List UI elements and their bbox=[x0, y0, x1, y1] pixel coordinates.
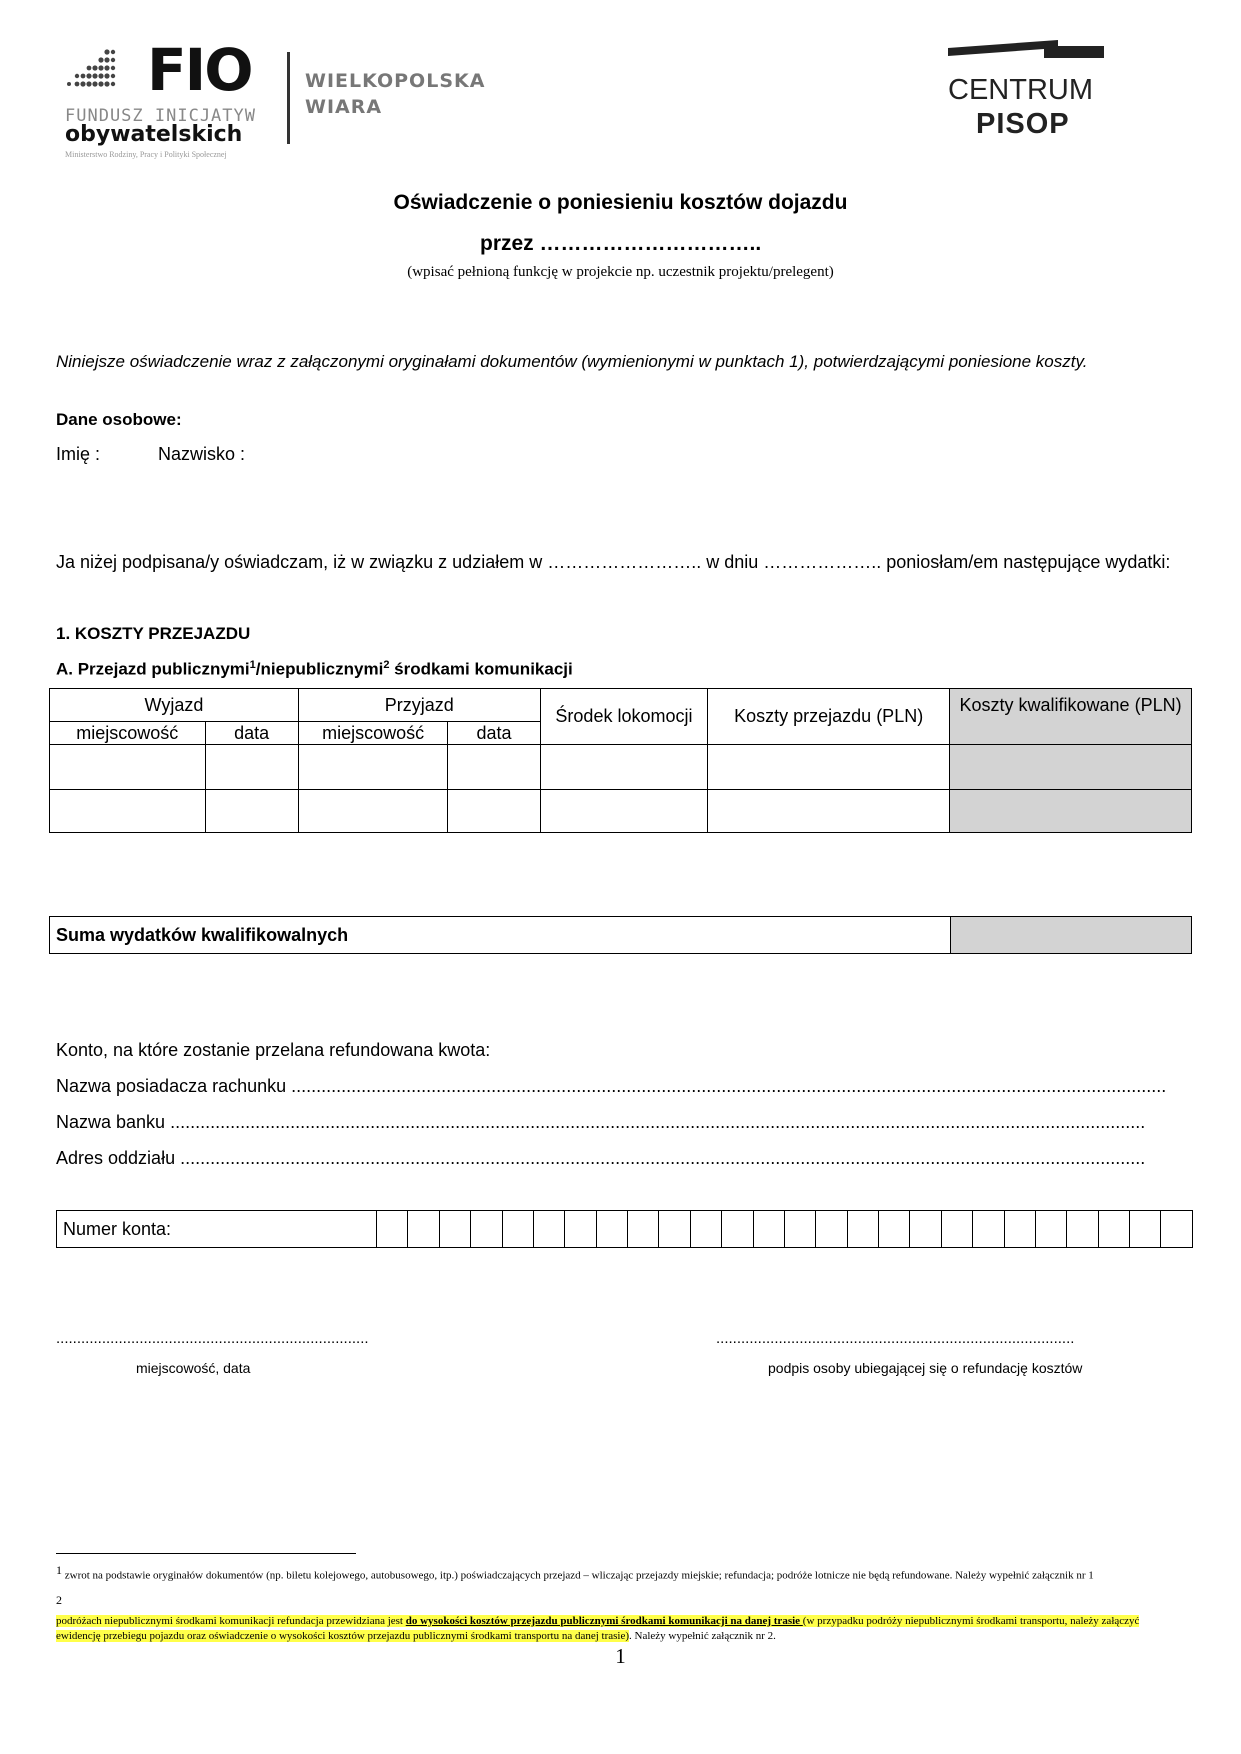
footnote-2-text-b: do wysokości kosztów przejazdu publicznymi środkami komunikacji na danej trasie bbox=[405, 1614, 803, 1627]
account-digit-box[interactable] bbox=[377, 1211, 408, 1248]
logo-divider bbox=[287, 52, 290, 144]
account-digit-box[interactable] bbox=[1067, 1211, 1098, 1248]
header-arrival: Przyjazd bbox=[298, 689, 540, 722]
account-digit-box[interactable] bbox=[753, 1211, 784, 1248]
footnote-ref-1: 1 bbox=[249, 659, 256, 671]
account-digit-box[interactable] bbox=[722, 1211, 753, 1248]
branch-address-field[interactable]: Adres oddziału ................................................................................................................................................................................................. bbox=[56, 1148, 1146, 1168]
account-digit-box[interactable] bbox=[879, 1211, 910, 1248]
partner-line1: WIELKOPOLSKA bbox=[305, 70, 486, 92]
page-number: 1 bbox=[615, 1644, 626, 1668]
footnote-2-number: 2 bbox=[56, 1593, 62, 1607]
footnote-divider bbox=[56, 1553, 356, 1554]
departure-date-cell[interactable] bbox=[205, 745, 298, 790]
fio-subtitle-line2: obywatelskich bbox=[65, 122, 243, 147]
header-departure-place: miejscowość bbox=[50, 722, 206, 745]
place-date-label: miejscowość, data bbox=[136, 1360, 251, 1376]
cost-cell[interactable] bbox=[708, 790, 950, 833]
partner-logo-text bbox=[305, 68, 485, 120]
account-digit-box[interactable] bbox=[628, 1211, 659, 1248]
account-holder-field[interactable]: Nazwa posiadacza rachunku ............................................................................................................................................................................... bbox=[56, 1076, 1167, 1096]
footnote-2 bbox=[56, 1593, 1166, 1644]
account-digit-box[interactable] bbox=[784, 1211, 815, 1248]
dot-grid-icon bbox=[65, 48, 117, 100]
header-eligible-cost: Koszty kwalifikowane (PLN) bbox=[950, 689, 1192, 745]
arrival-date-cell[interactable] bbox=[448, 790, 540, 833]
subsection-heading-public-transport bbox=[56, 659, 573, 680]
footnote-1-number: 1 bbox=[56, 1563, 62, 1577]
cost-cell[interactable] bbox=[708, 745, 950, 790]
role-hint: (wpisać pełnioną funkcję w projekcie np. uczestnik projektu/prelegent) bbox=[407, 264, 834, 280]
account-digit-box[interactable] bbox=[910, 1211, 941, 1248]
account-digit-box[interactable] bbox=[1004, 1211, 1035, 1248]
arrival-place-cell[interactable] bbox=[298, 790, 448, 833]
eligible-cost-cell bbox=[950, 790, 1192, 833]
table-row bbox=[50, 745, 1192, 790]
account-digit-box[interactable] bbox=[847, 1211, 878, 1248]
header-arrival-date: data bbox=[448, 722, 540, 745]
personal-data-heading: Dane osobowe: bbox=[56, 410, 182, 429]
account-digit-box[interactable] bbox=[1098, 1211, 1129, 1248]
header-departure-date: data bbox=[205, 722, 298, 745]
footnote-2-text-d: . Należy wypełnić załącznik nr 2. bbox=[629, 1629, 776, 1642]
pisop-logo bbox=[948, 36, 1108, 156]
arrival-place-cell[interactable] bbox=[298, 745, 448, 790]
table-row bbox=[50, 790, 1192, 833]
account-digit-box[interactable] bbox=[1035, 1211, 1066, 1248]
signature-line[interactable]: ...................................................................................... bbox=[716, 1330, 1075, 1347]
account-digit-box[interactable] bbox=[659, 1211, 690, 1248]
account-digit-box[interactable] bbox=[973, 1211, 1004, 1248]
fio-logo bbox=[65, 36, 525, 165]
section-heading-travel-costs: 1. KOSZTY PRZEJAZDU bbox=[56, 624, 251, 643]
account-digit-box[interactable] bbox=[408, 1211, 439, 1248]
subsection-text-3: środkami komunikacji bbox=[389, 659, 573, 679]
bank-name-field[interactable]: Nazwa banku ................................................................................................................................................................................................... bbox=[56, 1112, 1146, 1132]
account-intro: Konto, na które zostanie przelana refundowana kwota: bbox=[56, 1040, 491, 1060]
departure-place-cell[interactable] bbox=[50, 745, 206, 790]
account-digit-box[interactable] bbox=[1161, 1211, 1193, 1248]
account-digit-box[interactable] bbox=[941, 1211, 972, 1248]
place-date-line[interactable]: ........................................................................... bbox=[56, 1330, 369, 1347]
account-digit-box[interactable] bbox=[439, 1211, 470, 1248]
page-title: Oświadczenie o poniesieniu kosztów dojazdu bbox=[393, 191, 848, 214]
travel-costs-table bbox=[49, 688, 1192, 833]
account-digit-box[interactable] bbox=[471, 1211, 502, 1248]
first-name-label[interactable]: Imię : bbox=[56, 444, 101, 464]
means-cell[interactable] bbox=[540, 790, 708, 833]
header-means: Środek lokomocji bbox=[540, 689, 708, 745]
footnote-2-text-a: podróżach niepublicznymi środkami komunikacji refundacja przewidziana jest bbox=[56, 1614, 406, 1627]
fio-wordmark: FIO bbox=[147, 36, 252, 104]
declaration-text: Ja niżej podpisana/y oświadczam, iż w związku z udziałem w …………………….. w dniu ……………….. poniosłam/em następujące wydatki: bbox=[56, 552, 1171, 572]
sum-value-cell bbox=[951, 917, 1192, 954]
account-digit-box[interactable] bbox=[502, 1211, 533, 1248]
account-digit-box[interactable] bbox=[565, 1211, 596, 1248]
account-digit-box[interactable] bbox=[596, 1211, 627, 1248]
account-number-table bbox=[56, 1210, 1193, 1248]
header-departure: Wyjazd bbox=[50, 689, 299, 722]
header-cost: Koszty przejazdu (PLN) bbox=[708, 689, 950, 745]
pisop-line2: PISOP bbox=[976, 108, 1070, 140]
account-digit-box[interactable] bbox=[690, 1211, 721, 1248]
footnote-1-text: zwrot na podstawie oryginałów dokumentów (np. biletu kolejowego, autobusowego, itp.) poświadczających przejazd – wliczając przejazdy miejskie; refundacja; podróże lotnicze nie będą refundowane. Należy wypełnić załącznik nr 1 bbox=[64, 1569, 1094, 1582]
last-name-label[interactable]: Nazwisko : bbox=[158, 444, 246, 464]
pisop-line1: CENTRUM bbox=[948, 74, 1093, 106]
sum-table bbox=[49, 916, 1192, 954]
fio-subtitle-line1: FUNDUSZ INICJATYW bbox=[65, 106, 256, 126]
departure-date-cell[interactable] bbox=[205, 790, 298, 833]
means-cell[interactable] bbox=[540, 745, 708, 790]
eligible-cost-cell bbox=[950, 745, 1192, 790]
signature-label: podpis osoby ubiegającej się o refundację kosztów bbox=[768, 1360, 1083, 1376]
pisop-mark-icon bbox=[948, 36, 1108, 70]
footnote-1 bbox=[56, 1563, 1166, 1584]
account-number-label: Numer konta: bbox=[57, 1211, 377, 1248]
arrival-date-cell[interactable] bbox=[448, 745, 540, 790]
footnote-2-text-c: (w przypadku podróży niepublicznymi środkami transportu, należy załączyć ewidencję przebiegu pojazdu oraz oświadczenie o wysokości kosztów przejazdu publicznymi środkami transportu na danej trasie) bbox=[56, 1614, 1140, 1642]
sum-label: Suma wydatków kwalifikowalnych bbox=[50, 917, 951, 954]
fio-ministry-line: Ministerstwo Rodziny, Pracy i Polityki Społecznej bbox=[65, 150, 227, 159]
header-arrival-place: miejscowość bbox=[298, 722, 448, 745]
intro-text: Niniejsze oświadczenie wraz z załączonymi oryginałami dokumentów (wymienionymi w punktach 1), potwierdzającymi poniesione koszty. bbox=[56, 352, 1088, 371]
subsection-text-2: /niepublicznymi bbox=[255, 659, 384, 679]
subsection-text-1: A. Przejazd publicznymi bbox=[56, 659, 250, 679]
account-digit-box[interactable] bbox=[1130, 1211, 1161, 1248]
partner-line2: WIARA bbox=[305, 96, 383, 118]
footnote-ref-2: 2 bbox=[383, 659, 390, 671]
account-digit-box[interactable] bbox=[816, 1211, 847, 1248]
role-field[interactable]: przez ………………………….. bbox=[480, 232, 762, 255]
account-digit-box[interactable] bbox=[533, 1211, 564, 1248]
departure-place-cell[interactable] bbox=[50, 790, 206, 833]
